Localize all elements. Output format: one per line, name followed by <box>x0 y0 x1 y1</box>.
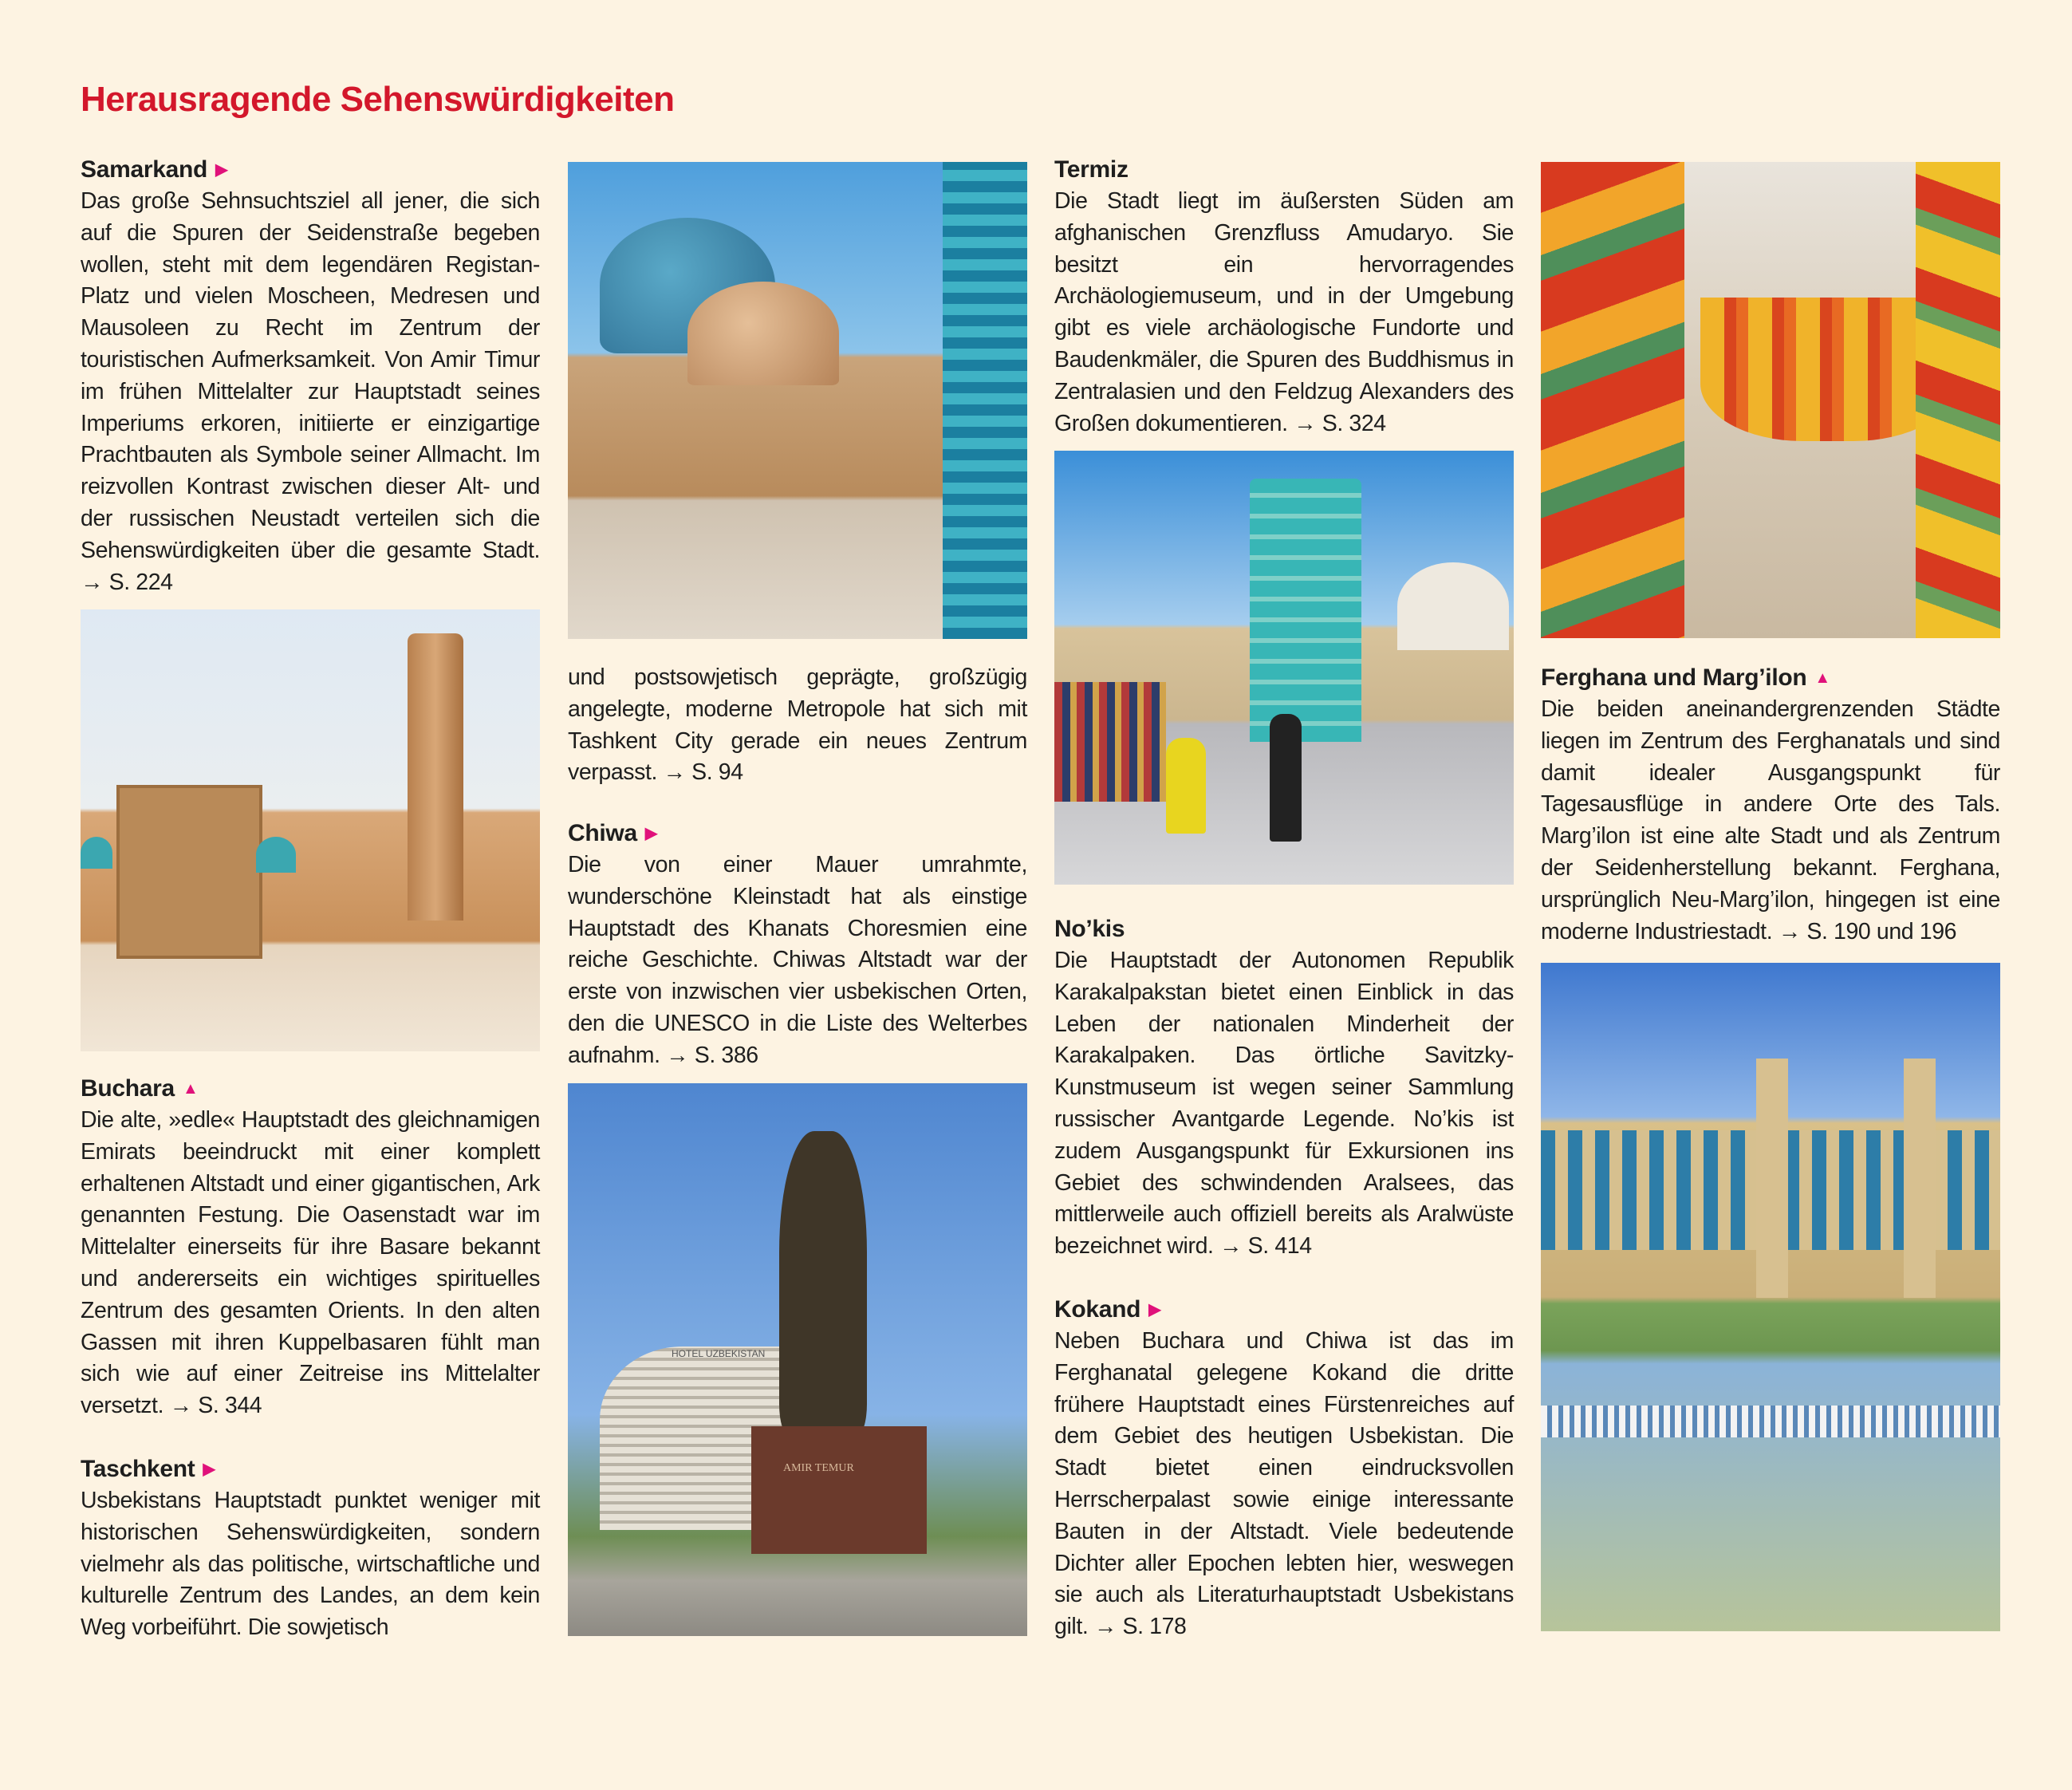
section-heading: Buchara <box>81 1075 175 1102</box>
arrow-marker-icon: ▶ <box>1148 1301 1161 1319</box>
section-heading: Taschkent <box>81 1456 195 1482</box>
section-text: Die von einer Mauer umrahmte, wunderschöne Kleinstadt hat als einstige Hauptstadt des Khanats Choresmien eine reiche Geschichte. Chiwas Altstadt war der erste von inzwischen vier usbekischen Orten, den die UNESCO in die Liste des Welterbes aufnahm. → S. 386 <box>568 852 1027 1068</box>
dome <box>687 282 839 385</box>
person <box>1270 714 1302 842</box>
section-text: und postsowjetisch geprägte, großzügig angelegte, moderne Metropole hat sich mit Tashkent City gerade ein neues Zentrum verpasst. → S. 94 <box>568 664 1027 786</box>
photo-amir-temur-statue <box>568 1083 1027 1636</box>
section-heading: Ferghana und Marg’ilon <box>1541 664 1807 691</box>
section-heading: Kokand <box>1054 1296 1141 1323</box>
section-nokis <box>1054 913 1514 1263</box>
section-heading: Chiwa <box>568 820 637 846</box>
arrow-marker-icon: ▶ <box>215 161 228 179</box>
tiled-wall <box>943 162 1027 639</box>
ikat-fabric <box>1541 162 1684 638</box>
dome <box>256 837 296 873</box>
section-text: Die alte, »edle« Hauptstadt des gleichnamigen Emirats beeindruckt mit einer komplett erhaltenen Altstadt und einer gigantischen, Ark genannten Festung. Die Oasenstadt war im Mittelalter einerseits für ihre Basare bekannt und andererseits ein wichtiges spirituelles Zentrum des gesamten Orients. In den alten Gassen mit ihren Kuppelbasaren fühlt man sich wie auf einer Zeitreise ins Mittelalter versetzt. → S. 344 <box>81 1107 540 1419</box>
photo-samarkand-kalon-minaret <box>81 609 540 1051</box>
hotel-sign: HOTEL UZBEKISTAN <box>672 1348 766 1359</box>
section-buchara <box>81 1073 540 1422</box>
arrow-marker-icon: ▶ <box>203 1461 215 1478</box>
person <box>1166 738 1206 834</box>
triangle-marker-icon: ▲ <box>182 1080 199 1098</box>
photo-chiwa-kalta-minor <box>1054 451 1514 885</box>
palace-tower <box>1756 1059 1788 1298</box>
triangle-marker-icon: ▲ <box>1814 669 1830 687</box>
section-heading: Termiz <box>1054 156 1129 183</box>
section-termiz <box>1054 154 1514 440</box>
page-title: Herausragende Sehenswürdigkeiten <box>81 80 675 119</box>
section-samarkand <box>81 154 540 598</box>
section-kokand <box>1054 1294 1514 1643</box>
statue-pedestal <box>751 1426 927 1554</box>
statue-plaque: AMIR TEMUR <box>783 1462 854 1474</box>
photo-shah-i-zinda <box>568 162 1027 639</box>
section-taschkent-continued <box>568 662 1027 789</box>
section-ferghana <box>1541 662 2000 948</box>
minaret <box>1250 479 1361 742</box>
portal <box>116 785 262 959</box>
section-taschkent <box>81 1453 540 1644</box>
arrow-marker-icon: ▶ <box>644 825 657 842</box>
section-text: Das große Sehnsuchtsziel all jener, die sich auf die Spuren der Seidenstraße begeben wollen, steht mit dem legendären Registan-Platz und vielen Moscheen, Medresen und Mausoleen zu Recht im Zentrum der touristischen Aufmerksamkeit. Von Amir Timur im frühen Mittelalter zur Hauptstadt seines Imperiums erkoren, initiierte er einzigartige Prachtbauten als Symbole seiner Allmacht. Im reizvollen Kontrast zwischen dieser Alt- und der russischen Neustadt verteilen sich die Sehenswürdigkeiten über die gesamte Stadt. → S. 224 <box>81 188 540 595</box>
dome <box>81 837 112 869</box>
palace-tower <box>1904 1059 1936 1298</box>
section-text: Die beiden aneinandergrenzenden Städte liegen im Zentrum des Ferghanatals und sind damit idealer Ausgangspunkt für Tagesausflüge in andere Orte des Tals. Marg’ilon ist eine alte Stadt und als Zentrum der Seidenherstellung bekannt. Ferghana, ursprünglich Neu-Marg’ilon, hingegen ist eine moderne Industriestadt. → S. 190 und 196 <box>1541 696 2000 944</box>
pool-railing <box>1541 1406 2000 1437</box>
section-text: Neben Buchara und Chiwa ist das im Ferghanatal gelegene Kokand die dritte frühere Hauptstadt eines Fürstenreiches auf dem Gebiet des heutigen Usbekistan. Die Stadt bietet einen eindrucksvollen Herrscherpalast sowie einige interessante Bauten in der Altstadt. Viele bedeutende Dichter aller Epochen lebten hier, weswegen sie auch als Literaturhauptstadt Usbekistans gilt. → S. 178 <box>1054 1328 1514 1640</box>
section-heading: No’kis <box>1054 916 1125 942</box>
market-stall <box>1054 682 1166 802</box>
section-chiwa <box>568 818 1027 1072</box>
ikat-fabric <box>1916 162 2000 638</box>
minaret <box>408 633 463 921</box>
equestrian-statue <box>779 1131 867 1434</box>
photo-ikat-silk-fabrics <box>1541 162 2000 638</box>
photo-kokand-khudayar-khan-palace <box>1541 963 2000 1631</box>
section-text: Die Hauptstadt der Autonomen Republik Karakalpakstan bietet einen Einblick in das Leben der nationalen Minderheit der Karakalpaken. Das örtliche Savitzky-Kunstmuseum ist wegen seiner Sammlung russischer Avantgarde Legende. No’kis ist zudem Ausgangspunkt für Exkursionen ins Gebiet des schwindenden Aralsees, das mittlerweile auch offiziell bereits als Aralwüste bezeichnet wird. → S. 414 <box>1054 948 1514 1260</box>
section-heading: Samarkand <box>81 156 208 183</box>
section-text: Usbekistans Hauptstadt punktet weniger mit historischen Sehenswürdigkeiten, sondern vielmehr als das politische, wirtschaftliche und kulturelle Zentrum des Landes, an dem kein Weg vorbeiführt. Die sowjetisch <box>81 1488 540 1641</box>
section-text: Die Stadt liegt im äußersten Süden am afghanischen Grenzfluss Amudaryo. Sie besitzt ein hervorragendes Archäologiemuseum, und in der Umgebung gibt es viele archäologische Fundorte und Baudenkmäler, die Spuren des Buddhismus in Zentralasien und den Feldzug Alexanders des Großen dokumentieren. → S. 324 <box>1054 188 1514 436</box>
dome <box>1397 562 1509 650</box>
